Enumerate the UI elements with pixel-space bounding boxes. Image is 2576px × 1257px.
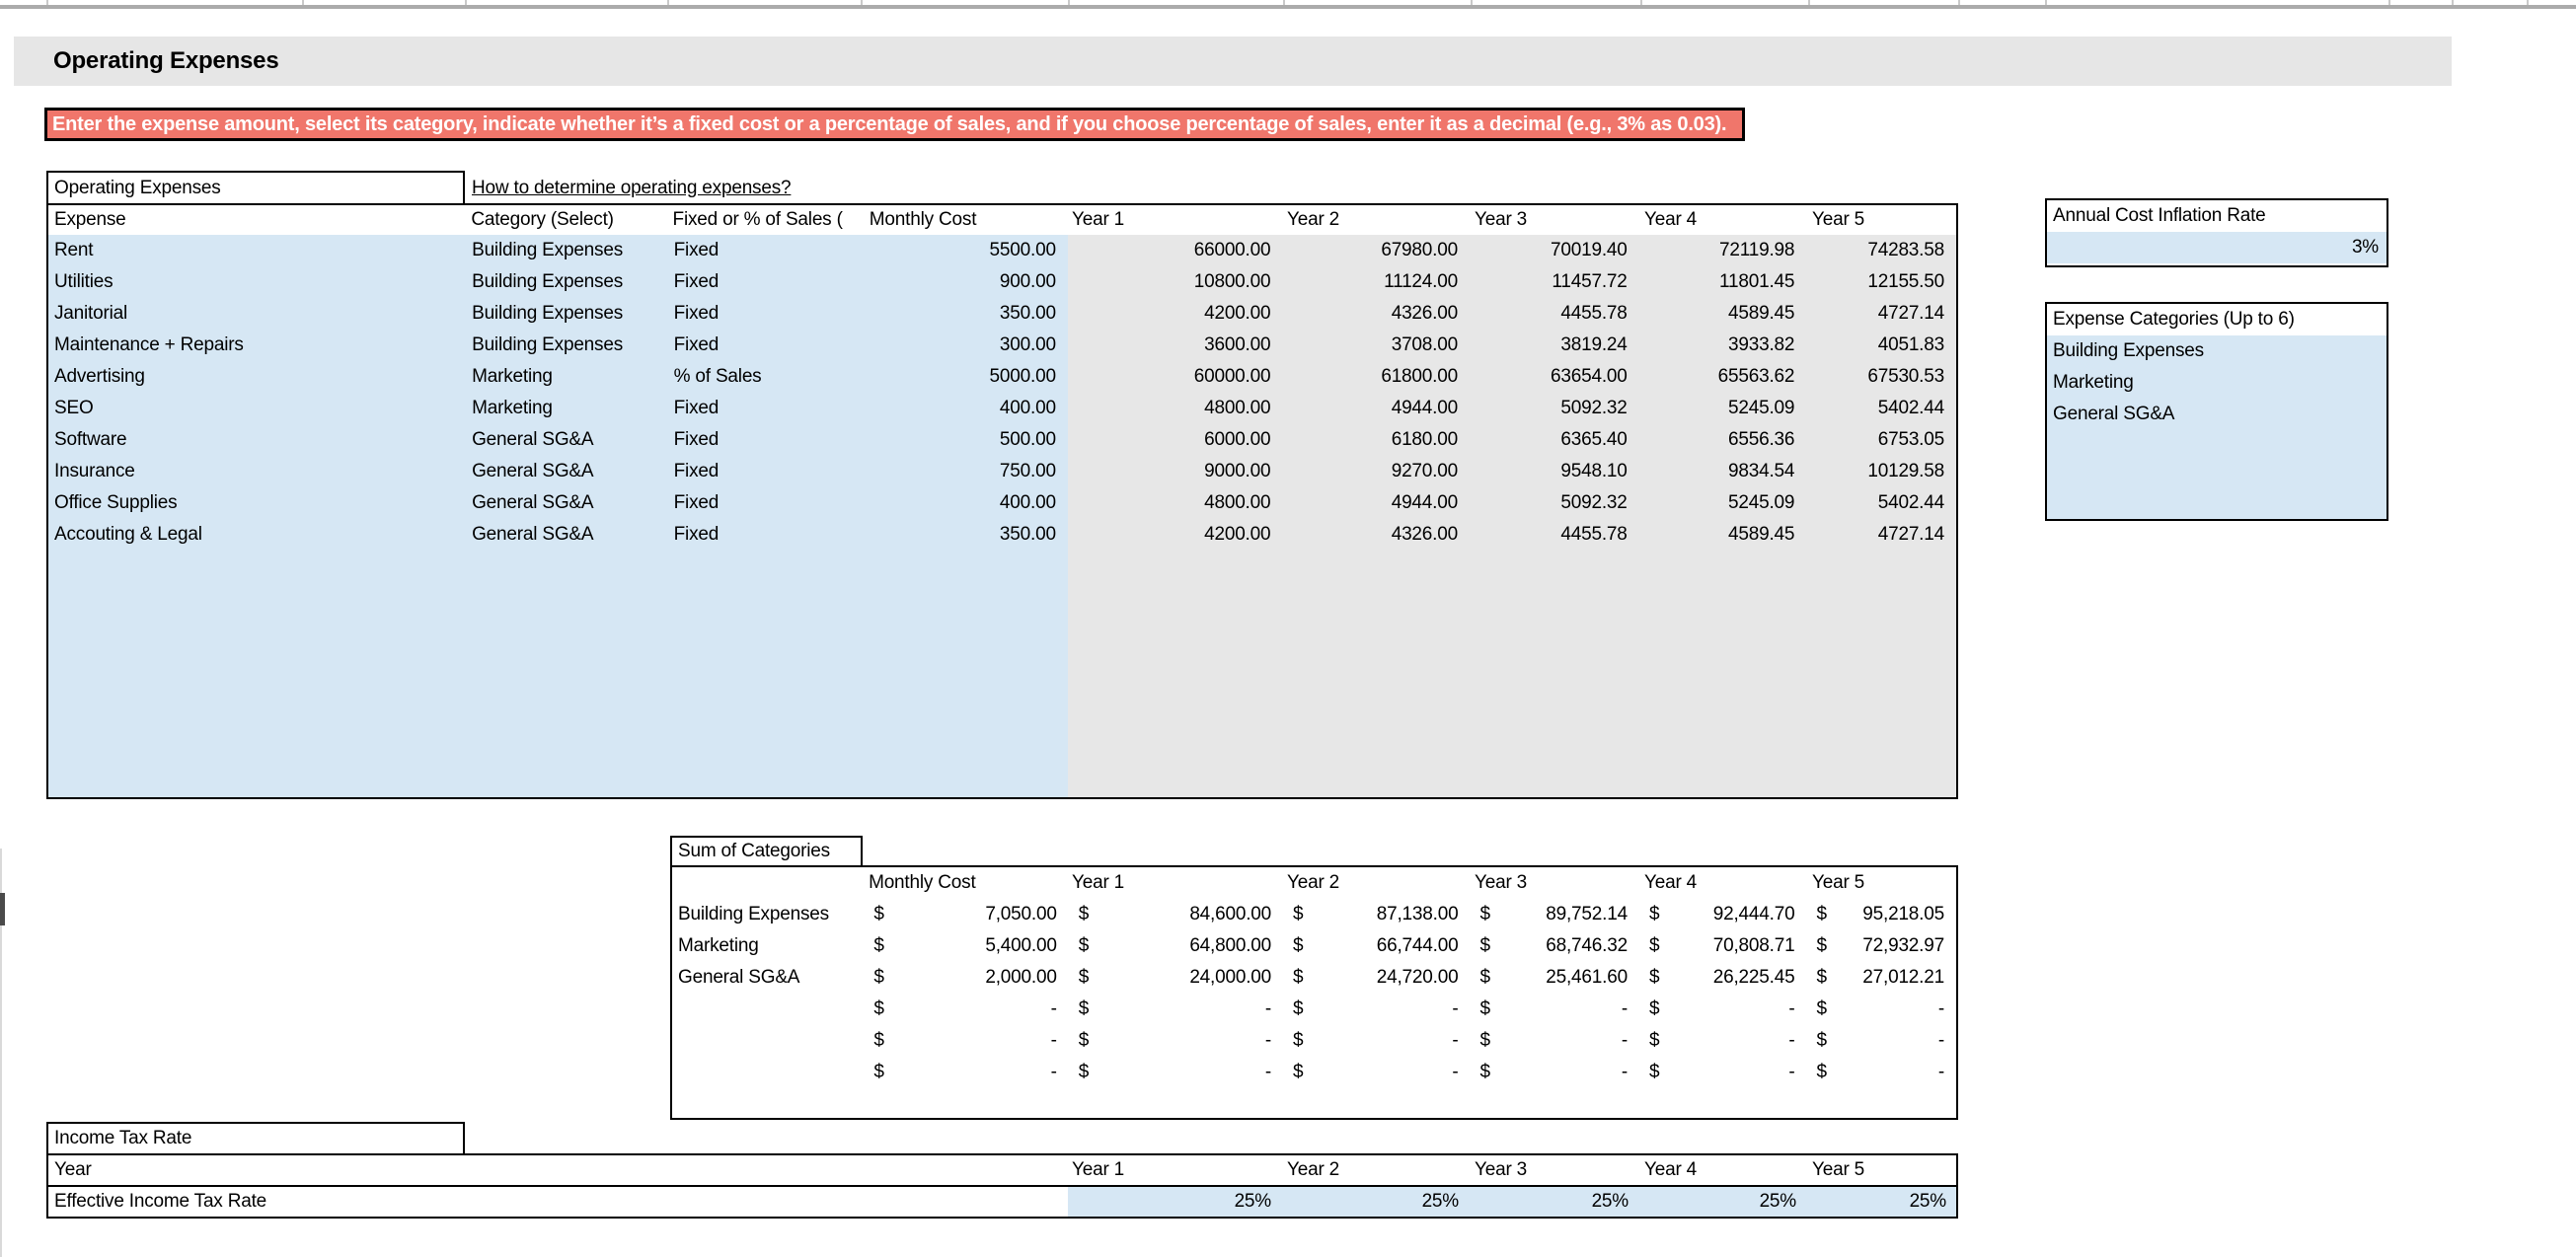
year-value-cell[interactable]: 60000.00 (1193, 366, 1271, 387)
sum-of-categories-table (670, 865, 1958, 1120)
amount: 24,720.00 (1376, 967, 1459, 988)
amount: - (1621, 1062, 1628, 1082)
currency-symbol: $ (1816, 998, 1827, 1019)
tax-year-row-label: Year (54, 1159, 92, 1180)
inflation-rate-value-cell[interactable]: 3% (2047, 232, 2387, 263)
sum-row (672, 994, 1956, 1025)
cost-type-cell[interactable]: Fixed (673, 429, 720, 450)
expense-cell[interactable]: Utilities (54, 271, 114, 292)
expense-cell[interactable]: Maintenance + Repairs (54, 334, 244, 355)
table-row (48, 330, 1956, 361)
table-row (48, 235, 1956, 266)
sum-year-cell[interactable] (1283, 962, 1470, 994)
category-cell[interactable]: Building Expenses (472, 271, 624, 292)
sum-category-cell[interactable] (672, 994, 864, 1025)
sum-row (672, 962, 1956, 994)
year-value-cell[interactable]: 70019.40 (1550, 240, 1628, 260)
amount: 7,050.00 (985, 904, 1057, 924)
amount: - (1452, 998, 1459, 1019)
currency-symbol: $ (873, 967, 884, 988)
currency-symbol: $ (1078, 1030, 1090, 1051)
operating-expenses-label: Operating Expenses (54, 177, 221, 198)
year-value-cell[interactable]: 4326.00 (1391, 303, 1458, 324)
cost-type-cell[interactable]: Fixed (673, 461, 720, 481)
year-value-cell[interactable]: 65563.62 (1717, 366, 1795, 387)
year-value-cell[interactable]: 4589.45 (1728, 303, 1795, 324)
category-cell[interactable]: General SG&A (472, 524, 594, 545)
sum-year-headers (1066, 867, 1956, 899)
amount: 72,932.97 (1862, 935, 1944, 956)
table-row (48, 361, 1956, 393)
cost-type-cell[interactable]: % of Sales (673, 366, 762, 387)
amount: 26,225.45 (1712, 967, 1795, 988)
sum-year-cell[interactable] (1806, 994, 1956, 1025)
sum-header-row (672, 867, 1956, 899)
cost-type-cell[interactable]: Fixed (673, 334, 720, 355)
amount: - (1788, 998, 1795, 1019)
table-row (48, 519, 1956, 551)
table-row (48, 487, 1956, 519)
left-scroll-marker (0, 893, 5, 925)
year-value-cell[interactable]: 4200.00 (1204, 303, 1271, 324)
expenses-header-row (48, 205, 1956, 235)
currency-symbol: $ (1078, 998, 1090, 1019)
year-value-cell[interactable]: 4455.78 (1560, 524, 1628, 545)
cost-type-cell[interactable]: Fixed (673, 271, 720, 292)
amount: 89,752.14 (1546, 904, 1628, 924)
amount: 64,800.00 (1189, 935, 1272, 956)
amount: - (1264, 1062, 1272, 1082)
currency-symbol: $ (873, 935, 884, 956)
amount: - (1050, 1062, 1057, 1082)
header-fixed-or-percent: Fixed or % of Sales ( (672, 209, 843, 230)
sum-year-cell[interactable] (1283, 899, 1470, 930)
expense-cell[interactable]: Advertising (54, 366, 145, 387)
header-monthly-cost: Monthly Cost (869, 209, 977, 230)
tax-year-header: Year 3 (1475, 1159, 1528, 1180)
monthly-cost-cell[interactable]: 500.00 (999, 429, 1056, 450)
sum-category-cell[interactable] (672, 1025, 864, 1057)
expense-cell[interactable]: Accouting & Legal (54, 524, 202, 545)
year-value-cell[interactable]: 4200.00 (1204, 524, 1271, 545)
title-band (14, 37, 2452, 86)
year-value-cell[interactable]: 4589.45 (1728, 524, 1795, 545)
year-value-cell[interactable]: 4944.00 (1391, 398, 1458, 418)
sum-year-cell[interactable] (1806, 899, 1956, 930)
amount: - (1050, 998, 1057, 1019)
sum-year-cell[interactable] (1639, 1025, 1807, 1057)
amount: 87,138.00 (1376, 904, 1459, 924)
currency-symbol: $ (1648, 998, 1660, 1019)
amount: 68,746.32 (1546, 935, 1628, 956)
category-item[interactable]: Building Expenses (2053, 340, 2204, 361)
year-value-cell[interactable]: 3708.00 (1391, 334, 1458, 355)
currency-symbol: $ (1479, 904, 1490, 924)
income-tax-label-box (46, 1122, 465, 1155)
amount: 5,400.00 (985, 935, 1057, 956)
sum-year-cell[interactable] (1069, 1025, 1283, 1057)
tax-rate-cell[interactable]: 25% (1759, 1191, 1796, 1212)
amount: - (1452, 1030, 1459, 1051)
sum-of-categories-label-box (670, 836, 863, 867)
expense-cell[interactable]: Rent (54, 240, 94, 260)
sum-category-cell[interactable]: Marketing (678, 935, 759, 956)
year-value-cell[interactable]: 63654.00 (1550, 366, 1628, 387)
year-header: Year 5 (1812, 209, 1865, 230)
year-value-cell[interactable]: 10800.00 (1193, 271, 1271, 292)
operating-expenses-table (46, 203, 1958, 799)
sum-year-header: Year 4 (1644, 872, 1698, 893)
table-row (48, 456, 1956, 487)
sum-category-cell[interactable]: Building Expenses (678, 904, 829, 924)
year-value-cell[interactable]: 66000.00 (1193, 240, 1271, 260)
tax-rate-cell[interactable]: 25% (1234, 1191, 1271, 1212)
table-row (48, 298, 1956, 330)
year-value-cell[interactable]: 11457.72 (1552, 271, 1628, 292)
currency-symbol: $ (1816, 1030, 1827, 1051)
category-cell[interactable]: Marketing (472, 366, 553, 387)
year-header: Year 1 (1072, 209, 1125, 230)
inflation-rate-label: Annual Cost Inflation Rate (2047, 200, 2387, 232)
year-header: Year 2 (1287, 209, 1340, 230)
monthly-cost-cell[interactable]: 350.00 (999, 303, 1056, 324)
sum-row (672, 899, 1956, 930)
year-value-cell[interactable]: 4727.14 (1877, 524, 1944, 545)
currency-symbol: $ (1078, 904, 1090, 924)
year-value-cell[interactable]: 4800.00 (1204, 492, 1271, 513)
year-value-cell[interactable]: 9548.10 (1560, 461, 1628, 481)
amount: - (1788, 1030, 1795, 1051)
cost-type-cell[interactable]: Fixed (673, 492, 720, 513)
currency-symbol: $ (1648, 935, 1660, 956)
category-item[interactable]: Marketing (2053, 372, 2134, 393)
expense-categories-label: Expense Categories (Up to 6) (2047, 304, 2387, 335)
year-value-cell[interactable]: 67530.53 (1867, 366, 1944, 387)
currency-symbol: $ (1816, 967, 1827, 988)
currency-symbol: $ (1078, 1062, 1090, 1082)
effective-tax-label: Effective Income Tax Rate (54, 1191, 267, 1212)
effective-tax-rates (1066, 1187, 1956, 1217)
currency-symbol: $ (1816, 935, 1827, 956)
currency-symbol: $ (873, 1030, 884, 1051)
amount: - (1264, 998, 1272, 1019)
sum-body (672, 899, 1956, 1088)
amount: 27,012.21 (1862, 967, 1944, 988)
year-value-cell[interactable]: 9834.54 (1728, 461, 1795, 481)
sum-year-cell[interactable] (1069, 1057, 1283, 1088)
instruction-text: Enter the expense amount, select its category, indicate whether it’s a fixed cost or a percentage of sales, and if you choose percentage of sales, enter it as a decimal (e.g., 3% as 0.03). (52, 112, 1727, 135)
currency-symbol: $ (1078, 935, 1090, 956)
category-cell[interactable]: Building Expenses (472, 334, 624, 355)
category-cell[interactable]: Building Expenses (472, 240, 624, 260)
year-value-cell[interactable]: 61800.00 (1381, 366, 1458, 387)
sum-year-cell[interactable] (1069, 930, 1283, 962)
currency-symbol: $ (1293, 935, 1304, 956)
expense-cell[interactable]: Insurance (54, 461, 135, 481)
sum-year-cell[interactable] (1069, 962, 1283, 994)
currency-symbol: $ (1479, 935, 1490, 956)
year-value-cell[interactable]: 4800.00 (1204, 398, 1271, 418)
sum-category-cell[interactable] (672, 1057, 864, 1088)
currency-symbol: $ (873, 904, 884, 924)
expense-cell[interactable]: Software (54, 429, 127, 450)
tax-year-header: Year 1 (1072, 1159, 1125, 1180)
amount: - (1050, 1030, 1057, 1051)
year-value-cell[interactable]: 5245.09 (1728, 492, 1795, 513)
category-cell[interactable]: Marketing (472, 398, 553, 418)
year-value-cell[interactable]: 6000.00 (1204, 429, 1271, 450)
year-value-cell[interactable]: 3933.82 (1728, 334, 1795, 355)
amount: 70,808.71 (1712, 935, 1795, 956)
sum-monthly-cell[interactable] (864, 994, 1068, 1025)
year-value-cell[interactable]: 9000.00 (1204, 461, 1271, 481)
table-row (48, 424, 1956, 456)
amount: - (1264, 1030, 1272, 1051)
page-title: Operating Expenses (53, 47, 279, 74)
amount: - (1937, 1062, 1944, 1082)
inflation-rate-box (2045, 198, 2388, 267)
year-value-cell[interactable]: 74283.58 (1867, 240, 1944, 260)
sum-year-cell[interactable] (1069, 899, 1283, 930)
year-value-cell[interactable]: 11801.45 (1719, 271, 1795, 292)
year-value-cell[interactable]: 11124.00 (1384, 271, 1458, 292)
sum-year-cell[interactable] (1806, 1025, 1956, 1057)
currency-symbol: $ (1293, 1030, 1304, 1051)
sum-year-cell[interactable] (1639, 930, 1807, 962)
year-value-cell[interactable]: 5245.09 (1728, 398, 1795, 418)
category-item[interactable]: General SG&A (2053, 404, 2175, 424)
currency-symbol: $ (1816, 904, 1827, 924)
year-value-cell[interactable]: 6180.00 (1391, 429, 1458, 450)
year-value-cell[interactable]: 72119.98 (1719, 240, 1795, 260)
category-cell[interactable]: General SG&A (472, 429, 594, 450)
year-value-cell[interactable]: 4326.00 (1391, 524, 1458, 545)
sum-year-cell[interactable] (1806, 1057, 1956, 1088)
sum-year-cell[interactable] (1470, 1057, 1638, 1088)
sum-year-cell[interactable] (1283, 994, 1470, 1025)
amount: - (1788, 1062, 1795, 1082)
currency-symbol: $ (1648, 904, 1660, 924)
currency-symbol: $ (1648, 1062, 1660, 1082)
sum-year-cell[interactable] (1806, 930, 1956, 962)
monthly-cost-cell[interactable]: 900.00 (999, 271, 1056, 292)
sum-of-categories-label: Sum of Categories (678, 841, 830, 861)
sum-year-cell[interactable] (1283, 1057, 1470, 1088)
expense-categories-box (2045, 302, 2388, 521)
currency-symbol: $ (1648, 1030, 1660, 1051)
sum-monthly-cell[interactable] (864, 962, 1068, 994)
category-cell[interactable]: Building Expenses (472, 303, 624, 324)
monthly-cost-cell[interactable]: 400.00 (999, 492, 1056, 513)
year-value-cell[interactable]: 67980.00 (1381, 240, 1458, 260)
currency-symbol: $ (1816, 1062, 1827, 1082)
year-value-cell[interactable]: 6556.36 (1728, 429, 1795, 450)
sum-row (672, 1025, 1956, 1057)
currency-symbol: $ (1479, 1030, 1490, 1051)
amount: - (1621, 1030, 1628, 1051)
year-headers (1066, 205, 1956, 235)
expense-cell[interactable]: Office Supplies (54, 492, 178, 513)
table-row (48, 266, 1956, 298)
amount: 84,600.00 (1189, 904, 1272, 924)
year-value-cell[interactable]: 6365.40 (1560, 429, 1628, 450)
header-expense: Expense (54, 209, 126, 230)
sum-category-cell[interactable]: General SG&A (678, 967, 800, 988)
year-value-cell[interactable]: 5402.44 (1877, 492, 1944, 513)
currency-symbol: $ (873, 1062, 884, 1082)
sum-year-cell[interactable] (1470, 1025, 1638, 1057)
sum-row (672, 1057, 1956, 1088)
currency-symbol: $ (1479, 998, 1490, 1019)
year-value-cell[interactable]: 4727.14 (1877, 303, 1944, 324)
monthly-cost-cell[interactable]: 300.00 (999, 334, 1056, 355)
cost-type-cell[interactable]: Fixed (673, 240, 720, 260)
amount: 66,744.00 (1376, 935, 1459, 956)
currency-symbol: $ (1293, 998, 1304, 1019)
sum-year-cell[interactable] (1806, 962, 1956, 994)
year-value-cell[interactable]: 3819.24 (1560, 334, 1628, 355)
sum-year-cell[interactable] (1283, 930, 1470, 962)
sum-header-spacer (672, 867, 863, 899)
monthly-cost-cell[interactable]: 350.00 (999, 524, 1056, 545)
sum-year-cell[interactable] (1470, 899, 1638, 930)
tax-year-headers (1066, 1155, 1956, 1185)
year-value-cell[interactable]: 10129.58 (1867, 461, 1944, 481)
amount: 92,444.70 (1712, 904, 1795, 924)
amount: - (1937, 998, 1944, 1019)
year-value-cell[interactable]: 4455.78 (1560, 303, 1628, 324)
sum-header-monthly: Monthly Cost (869, 872, 976, 893)
effective-tax-row (46, 1185, 1958, 1219)
sum-row (672, 930, 1956, 962)
sum-year-cell[interactable] (1639, 994, 1807, 1025)
expense-cell[interactable]: Janitorial (54, 303, 128, 324)
currency-symbol: $ (1293, 967, 1304, 988)
monthly-cost-cell[interactable]: 400.00 (999, 398, 1056, 418)
sum-year-cell[interactable] (1470, 930, 1638, 962)
currency-symbol: $ (873, 998, 884, 1019)
sum-year-header: Year 2 (1287, 872, 1340, 893)
sum-monthly-cell[interactable] (864, 1025, 1068, 1057)
year-value-cell[interactable]: 4944.00 (1391, 492, 1458, 513)
monthly-cost-cell[interactable]: 5000.00 (989, 366, 1056, 387)
table-row (48, 393, 1956, 424)
cost-type-cell[interactable]: Fixed (673, 303, 720, 324)
amount: - (1452, 1062, 1459, 1082)
tax-rate-cell[interactable]: 25% (1421, 1191, 1459, 1212)
amount: 25,461.60 (1546, 967, 1628, 988)
currency-symbol: $ (1293, 1062, 1304, 1082)
expense-categories-list (2047, 335, 2387, 519)
sum-year-header: Year 1 (1072, 872, 1125, 893)
tax-year-header: Year 4 (1644, 1159, 1698, 1180)
tax-rate-cell[interactable]: 25% (1909, 1191, 1946, 1212)
amount: - (1937, 1030, 1944, 1051)
sum-year-cell[interactable] (1283, 1025, 1470, 1057)
operating-expenses-label-box (46, 171, 465, 205)
year-value-cell[interactable]: 5092.32 (1560, 492, 1628, 513)
expenses-body (48, 235, 1956, 797)
tax-year-header: Year 2 (1287, 1159, 1340, 1180)
currency-symbol: $ (1293, 904, 1304, 924)
sum-monthly-cell[interactable] (864, 930, 1068, 962)
year-value-cell[interactable]: 3600.00 (1204, 334, 1271, 355)
year-value-cell[interactable]: 6753.05 (1877, 429, 1944, 450)
instruction-banner (44, 108, 1745, 141)
sum-monthly-cell[interactable] (864, 1057, 1068, 1088)
amount: 2,000.00 (985, 967, 1057, 988)
amount: - (1621, 998, 1628, 1019)
help-link[interactable]: How to determine operating expenses? (472, 177, 792, 198)
sum-year-cell[interactable] (1639, 962, 1807, 994)
cost-type-cell[interactable]: Fixed (673, 524, 720, 545)
sum-monthly-cell[interactable] (864, 899, 1068, 930)
year-value-cell[interactable]: 4051.83 (1877, 334, 1944, 355)
income-tax-label: Income Tax Rate (54, 1128, 192, 1148)
currency-symbol: $ (1648, 967, 1660, 988)
year-value-cell[interactable]: 5402.44 (1877, 398, 1944, 418)
top-grid-line (0, 5, 2576, 9)
sum-year-cell[interactable] (1639, 899, 1807, 930)
year-header: Year 3 (1475, 209, 1528, 230)
year-value-cell[interactable]: 9270.00 (1391, 461, 1458, 481)
year-value-cell[interactable]: 5092.32 (1560, 398, 1628, 418)
monthly-cost-cell[interactable]: 5500.00 (989, 240, 1056, 260)
currency-symbol: $ (1479, 1062, 1490, 1082)
tax-rate-cell[interactable]: 25% (1591, 1191, 1629, 1212)
category-cell[interactable]: General SG&A (472, 461, 594, 481)
year-value-cell[interactable]: 12155.50 (1867, 271, 1944, 292)
sum-year-cell[interactable] (1470, 962, 1638, 994)
tax-year-row (46, 1153, 1958, 1187)
monthly-cost-cell[interactable]: 750.00 (999, 461, 1056, 481)
header-category: Category (Select) (471, 209, 614, 230)
sum-year-cell[interactable] (1470, 994, 1638, 1025)
sum-year-header: Year 3 (1475, 872, 1528, 893)
category-cell[interactable]: General SG&A (472, 492, 594, 513)
sum-year-cell[interactable] (1639, 1057, 1807, 1088)
year-header: Year 4 (1644, 209, 1698, 230)
sum-year-cell[interactable] (1069, 994, 1283, 1025)
amount: 24,000.00 (1189, 967, 1272, 988)
expense-cell[interactable]: SEO (54, 398, 94, 418)
currency-symbol: $ (1479, 967, 1490, 988)
cost-type-cell[interactable]: Fixed (673, 398, 720, 418)
currency-symbol: $ (1078, 967, 1090, 988)
amount: 95,218.05 (1862, 904, 1944, 924)
sum-year-header: Year 5 (1812, 872, 1865, 893)
tax-year-header: Year 5 (1812, 1159, 1865, 1180)
